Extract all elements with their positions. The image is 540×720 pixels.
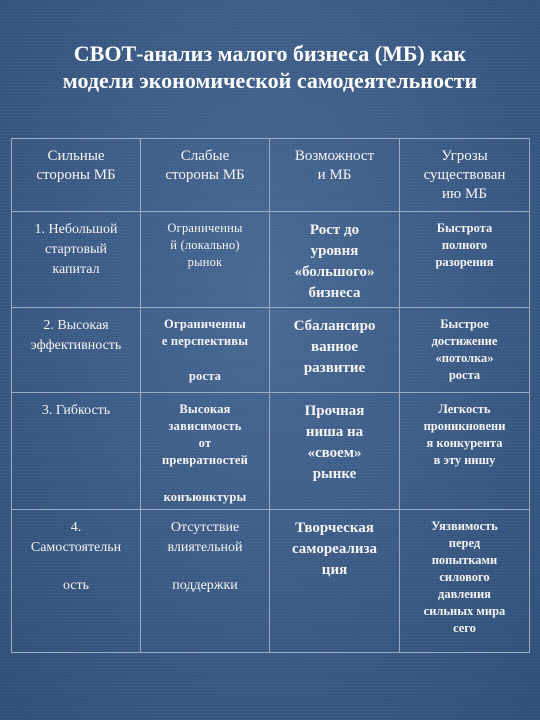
strength-cell: 1. Небольшой стартовый капитал: [12, 212, 141, 308]
strength-cell: 4. Самостоятельн ость: [12, 510, 141, 653]
weakness-cell: Ограниченны е перспективы роста: [141, 308, 270, 393]
opportunity-cell: Творческая самореализа ция: [270, 510, 400, 653]
table-row: [12, 212, 530, 308]
table-row: [12, 308, 530, 393]
strength-cell: 3. Гибкость: [12, 393, 141, 510]
table-row: [12, 393, 530, 510]
title-line-1: СВОТ-анализ малого бизнеса (МБ) как: [73, 41, 467, 66]
header-threats: Угрозы существован ию МБ: [400, 139, 530, 212]
swot-table: [11, 138, 530, 653]
table-row: [12, 510, 530, 653]
page-title: [20, 40, 520, 94]
opportunity-cell: Рост до уровня «большого» бизнеса: [270, 212, 400, 308]
threat-cell: Быстрота полного разорения: [400, 212, 530, 308]
weakness-cell: Высокая зависимость от превратностей конъюнктуры: [141, 393, 270, 510]
weakness-cell: Отсутствие влиятельной поддержки: [141, 510, 270, 653]
header-weaknesses: Слабые стороны МБ: [141, 139, 270, 212]
header-strengths: Сильные стороны МБ: [12, 139, 141, 212]
strength-cell: 2. Высокая эффективность: [12, 308, 141, 393]
opportunity-cell: Сбалансиро ванное развитие: [270, 308, 400, 393]
threat-cell: Уязвимость перед попытками силового давления сильных мира сего: [400, 510, 530, 653]
threat-cell: Легкость проникновени я конкурента в эту нишу: [400, 393, 530, 510]
header-opportunities: Возможност и МБ: [270, 139, 400, 212]
title-line-2: модели экономической самодеятельности: [62, 68, 478, 93]
weakness-cell: Ограниченны й (локально) рынок: [141, 212, 270, 308]
threat-cell: Быстрое достижение «потолка» роста: [400, 308, 530, 393]
opportunity-cell: Прочная ниша на «своем» рынке: [270, 393, 400, 510]
header-row: [12, 139, 530, 212]
